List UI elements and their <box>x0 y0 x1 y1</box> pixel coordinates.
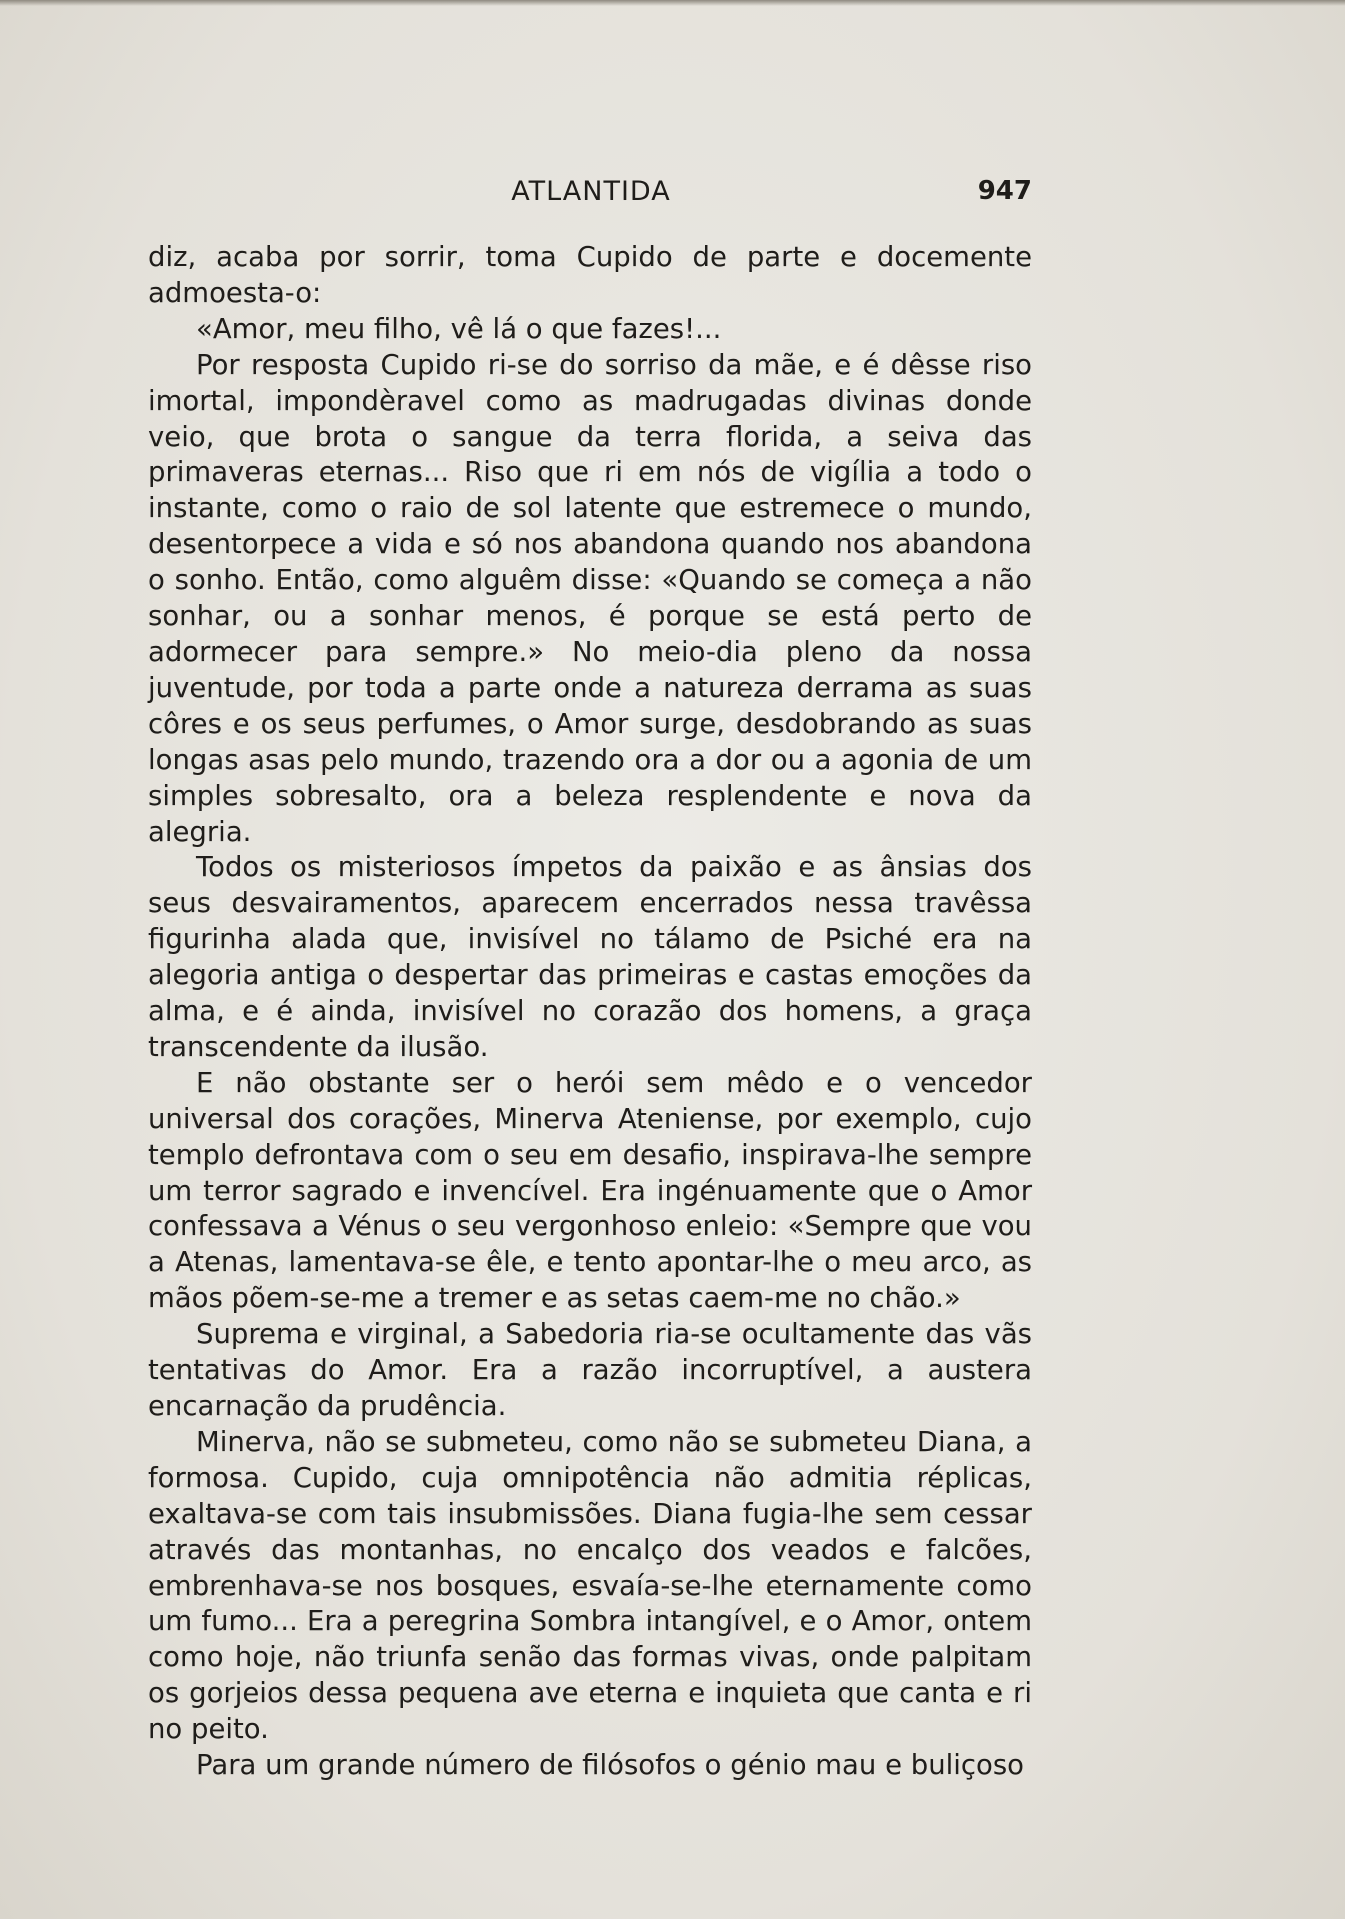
paragraph: Todos os misteriosos ímpetos da paixão e as ânsias dos seus desvairamentos, aparecem encerrados nessa travêssa figurinha alada que, invisível no tálamo de Psiché era na alegoria antiga o despertar das primeiras e castas emoções da alma, e é ainda, invisível no corazão dos homens, a graça transcendente da ilusão. <box>148 851 1032 1063</box>
page-top-edge <box>0 0 1345 6</box>
page-number: 947 <box>977 176 1032 206</box>
body-text <box>148 240 1032 1784</box>
paragraph: E não obstante ser o herói sem mêdo e o vencedor universal dos corações, Minerva Ateniense, por exemplo, cujo templo defrontava com o seu em desafio, inspirava-lhe sempre um terror sagrado e invencível. Era ingénuamente que o Amor confessava a Vénus o seu vergonhoso enleio: «Sempre que vou a Atenas, lamentava-se êle, e tento apontar-lhe o meu arco, as mãos põem-se-me a tremer e as setas caem-me no chão.» <box>148 1066 1032 1315</box>
paragraph: Para um grande número de filósofos o génio mau e buliçoso <box>196 1749 1024 1782</box>
running-title: ATLANTIDA <box>511 176 671 207</box>
running-header <box>150 176 1032 210</box>
paragraph-continuation: diz, acaba por sorrir, toma Cupido de parte e docemente admoesta-o: <box>148 241 1032 309</box>
paragraph: «Amor, meu filho, vê lá o que fazes!... <box>196 312 722 345</box>
paragraph: Suprema e virginal, a Sabedoria ria-se ocultamente das vãs tentativas do Amor. Era a razão incorruptível, a austera encarnação da prudência. <box>148 1318 1032 1422</box>
paragraph: Por resposta Cupido ri-se do sorriso da mãe, e é dêsse riso imortal, impondèravel como as madrugadas divinas donde veio, que brota o sangue da terra florida, a seiva das primaveras eternas... Riso que ri em nós de vigília a todo o instante, como o raio de sol latente que estremece o mundo, desentorpece a vida e só nos abandona quando nos abandona o sonho. Então, como alguêm disse: «Quando se começa a não sonhar, ou a sonhar menos, é porque se está perto de adormecer para sempre.» No meio-dia pleno da nossa juventude, por toda a parte onde a natureza derrama as suas côres e os seus perfumes, o Amor surge, desdobrando as suas longas asas pelo mundo, trazendo ora a dor ou a agonia de um simples sobresalto, ora a beleza resplendente e nova da alegria. <box>148 348 1032 848</box>
paragraph: Minerva, não se submeteu, como não se submeteu Diana, a formosa. Cupido, cuja omnipotência não admitia réplicas, exaltava-se com tais insubmissões. Diana fugia-lhe sem cessar através das montanhas, no encalço dos veados e falcões, embrenhava-se nos bosques, esvaía-se-lhe eternamente como um fumo... Era a peregrina Sombra intangível, e o Amor, ontem como hoje, não triunfa senão das formas vivas, onde palpitam os gorjeios dessa pequena ave eterna e inquieta que canta e ri no peito. <box>148 1425 1032 1746</box>
